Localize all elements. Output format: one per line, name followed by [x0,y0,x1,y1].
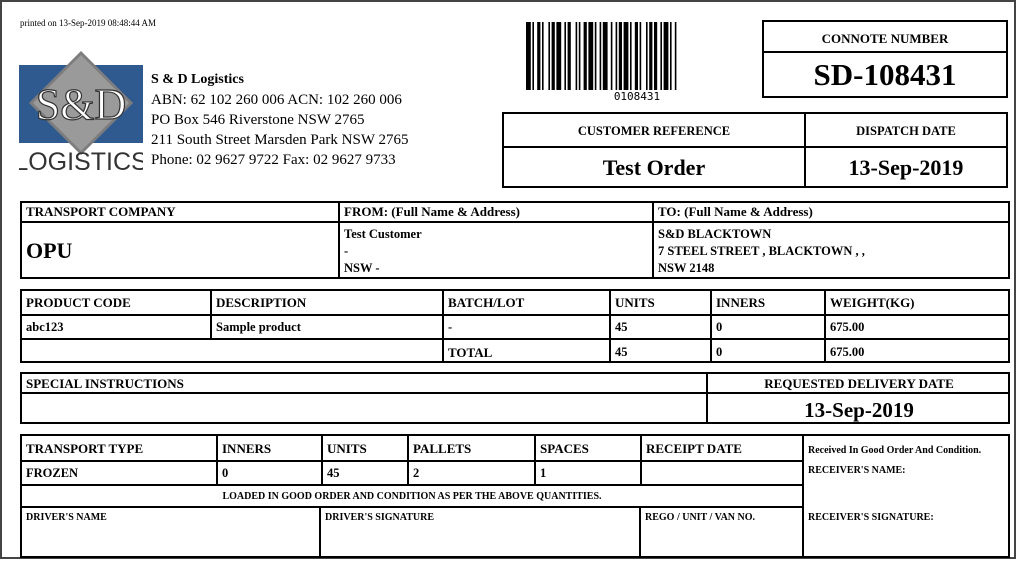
transport-type-header: TRANSPORT TYPE [26,441,144,456]
barcode-bar [537,22,540,90]
barcode-bar [619,22,622,90]
barcode-bar [654,22,657,90]
reference-dispatch-box [502,112,1008,188]
barcode-bar [532,22,534,90]
receiver-signature-label: RECEIVER'S SIGNATURE: [808,512,934,523]
units-cell: 45 [615,320,628,334]
barcode [524,22,750,92]
customer-reference-value: Test Order [602,155,706,180]
addresses-box [20,201,1010,279]
inners-cell: 0 [716,320,723,334]
description-header: DESCRIPTION [216,295,307,310]
barcode-bar [526,22,531,90]
barcode-bar [660,22,662,90]
product-code-header: PRODUCT CODE [26,295,131,310]
received-in-good-order: Received In Good Order And Condition. [808,445,982,456]
driver-signature-label: DRIVER'S SIGNATURE [325,512,435,523]
receiver-name-label: RECEIVER'S NAME: [808,465,906,476]
sd-logistics-logo [19,49,143,174]
batch-lot-header: BATCH/LOT [448,295,525,310]
barcode-bar [564,22,566,90]
units-header: UNITS [615,295,655,310]
rego-label: REGO / UNIT / VAN NO. [645,512,756,523]
total-inners: 0 [716,345,723,359]
to-label: TO: (Full Name & Address) [658,204,813,219]
barcode-number: 0108431 [613,90,661,103]
total-units: 45 [615,345,628,359]
barcode-bar [548,22,550,90]
to-line: S&D BLACKTOWN [658,227,772,241]
barcode-bar [611,22,613,90]
dispatch-date-label: DISPATCH DATE [856,124,956,138]
connote-label: CONNOTE NUMBER [821,31,949,46]
dispatch-date-value: 13-Sep-2019 [848,155,964,180]
company-street: 211 South Street Marsden Park NSW 2765 [151,132,409,148]
transport-type-cell: FROZEN [26,466,79,480]
barcode-bar [556,22,561,90]
driver-name-label: DRIVER'S NAME [26,512,107,523]
connote-number: SD-108431 [813,57,957,92]
weight-header: WEIGHT(KG) [830,295,915,310]
barcode-bar [646,22,648,90]
svg-text:S&D: S&D [35,80,127,129]
company-name: S & D Logistics [151,72,244,87]
total-weight: 675.00 [830,345,865,359]
connote-box [762,20,1008,98]
barcode-bar [630,22,632,90]
description-cell: Sample product [216,320,301,334]
barcode-bar [649,22,652,90]
weight-cell: 675.00 [830,320,865,334]
from-line: NSW - [344,261,380,275]
barcode-bar [635,22,638,90]
product-code-cell: abc123 [26,320,64,334]
company-abn: ABN: 62 102 260 006 ACN: 102 260 006 [151,92,402,108]
to-line: NSW 2148 [658,261,715,275]
barcode-bar [588,22,593,90]
batch-lot-cell: - [448,320,453,334]
barcode-bar [568,22,571,90]
special-instructions-label: SPECIAL INSTRUCTIONS [26,376,184,391]
inners-header: INNERS [716,295,766,310]
barcode-bar [552,22,555,90]
barcode-bar [664,22,669,90]
tt-inners-header: INNERS [222,441,272,456]
from-address [340,225,652,278]
company-details [151,70,408,170]
barcode-bar [675,22,677,90]
tt-spaces-header: SPACES [540,441,589,456]
from-label: FROM: (Full Name & Address) [344,204,520,219]
barcode-bar [600,22,602,90]
transport-type-box [20,434,1010,558]
tt-pallets-header: PALLETS [413,441,472,456]
tt-units-header: UNITS [327,441,367,456]
barcode-bar [670,22,672,90]
company-phone: Phone: 02 9627 9722 Fax: 02 9627 9733 [151,152,396,168]
from-line: - [344,244,349,258]
tt-receipt-date-header: RECEIPT DATE [646,441,742,456]
to-address [654,225,1010,278]
barcode-bar [579,22,581,90]
barcode-bar [576,22,578,90]
tt-units-cell: 45 [327,466,340,480]
special-instructions-value [22,398,706,400]
printed-timestamp: printed on 13-Sep-2019 08:48:44 AM [20,18,156,28]
transport-company-value: OPU [26,238,73,263]
products-table [20,289,1010,363]
requested-delivery-value: 13-Sep-2019 [804,398,914,422]
company-po-box: PO Box 546 Riverstone NSW 2765 [151,112,365,128]
barcode-bar [624,22,629,90]
requested-delivery-label: REQUESTED DELIVERY DATE [764,376,954,391]
from-line: Test Customer [344,227,422,241]
tt-pallets-cell: 2 [413,466,420,480]
loaded-statement: LOADED IN GOOD ORDER AND CONDITION AS PER THE ABOVE QUANTITIES. [222,491,602,502]
tt-spaces-cell: 1 [540,466,547,480]
customer-reference-label: CUSTOMER REFERENCE [577,124,731,138]
barcode-bar [584,22,587,90]
tt-receipt-date-cell [642,465,802,467]
barcode-bar [542,22,544,90]
svg-text:LOGISTICS: LOGISTICS [19,148,143,174]
to-line: 7 STEEL STREET , BLACKTOWN , , [658,244,865,258]
barcode-bar [640,22,642,90]
transport-company-label: TRANSPORT COMPANY [26,204,176,219]
barcode-bar [616,22,618,90]
total-label: TOTAL [448,345,493,360]
barcode-bar [595,22,597,90]
instructions-box [20,372,1010,424]
tt-inners-cell: 0 [222,466,229,480]
barcode-bar [603,22,608,90]
